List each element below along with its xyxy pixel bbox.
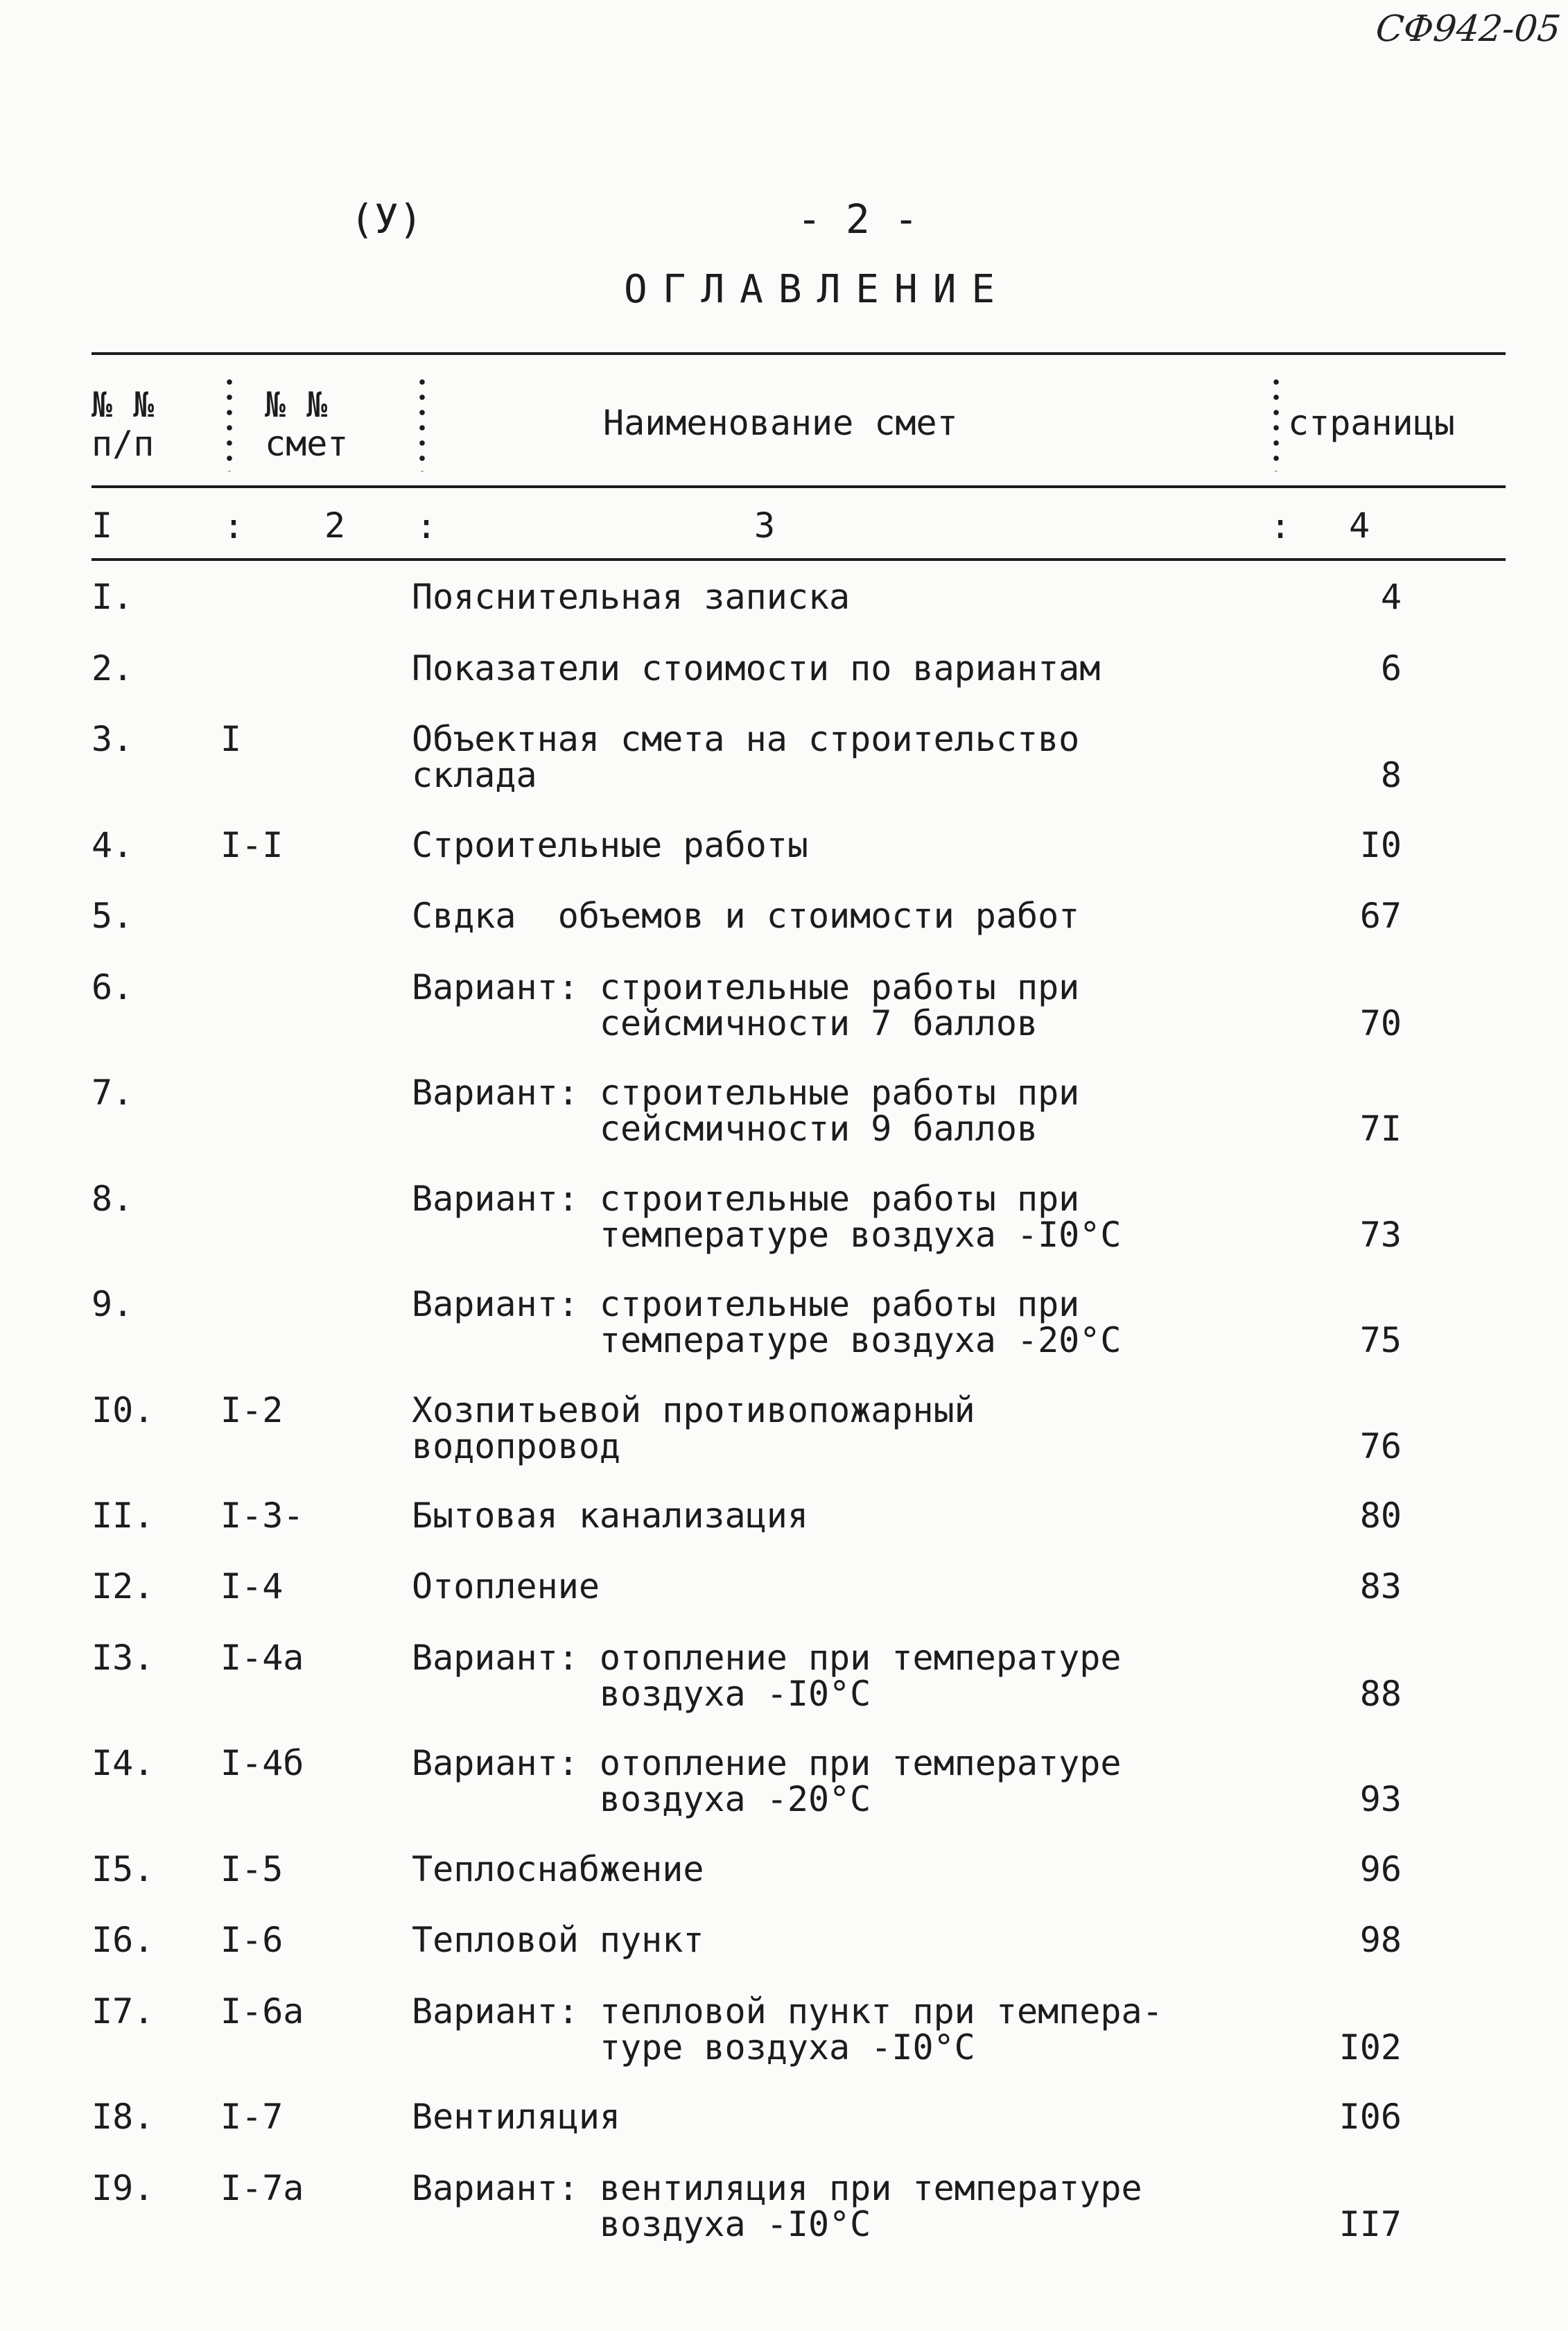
smeta-number: I-5: [220, 1849, 284, 1889]
column-number: 2: [324, 505, 346, 546]
smeta-title: Вариант: строительные работы при температуре воздуха -20°C: [412, 1284, 1122, 1360]
document-letter: (У): [350, 196, 423, 243]
row-number: 6.: [92, 967, 134, 1007]
smeta-number: I-7: [220, 2097, 284, 2137]
smeta-title: Вариант: отопление при температуре воздуха -20°C: [412, 1743, 1122, 1819]
page-ref: 7I: [1359, 1109, 1402, 1149]
smeta-title: Теплоснабжение: [412, 1849, 704, 1889]
toc-row: [0, 2170, 1568, 2274]
smeta-number: I-4б: [220, 1743, 304, 1783]
column-divider: [419, 374, 426, 471]
toc-row: [0, 1181, 1568, 1285]
toc-row: [0, 1640, 1568, 1744]
column-number: I: [92, 505, 113, 546]
row-number: II.: [92, 1496, 155, 1536]
smeta-title: Свдка объемов и стоимости работ: [412, 896, 1080, 936]
smeta-number: I-4: [220, 1566, 284, 1606]
smeta-number: I-2: [220, 1390, 284, 1430]
column-divider: [1273, 374, 1280, 471]
row-number: 2.: [92, 648, 134, 688]
toc-row: [0, 1993, 1568, 2097]
header-rule: [92, 485, 1506, 488]
smeta-title: Вариант: строительные работы при температуре воздуха -I0°C: [412, 1179, 1122, 1255]
page-ref: 67: [1359, 896, 1402, 936]
smeta-title: Вариант: вентиляция при температуре воздуха -I0°C: [412, 2168, 1142, 2244]
toc-row: [0, 1075, 1568, 1179]
row-number: 7.: [92, 1073, 134, 1113]
page-ref: 83: [1359, 1566, 1402, 1606]
column-separator: :: [416, 506, 437, 546]
smeta-number: I-6а: [220, 1991, 304, 2031]
toc-row: [0, 969, 1568, 1073]
row-number: I5.: [92, 1849, 155, 1889]
smeta-number: I-4а: [220, 1638, 304, 1678]
page-title: ОГЛАВЛЕНИЕ: [624, 267, 1011, 312]
smeta-title: Показатели стоимости по вариантам: [412, 648, 1101, 688]
smeta-title: Пояснительная записка: [412, 577, 851, 617]
page-ref: 73: [1359, 1215, 1402, 1255]
smeta-number: I-3-: [220, 1496, 304, 1536]
toc-row: [0, 1392, 1568, 1496]
toc-row: [0, 721, 1568, 825]
page-ref: 93: [1359, 1779, 1402, 1819]
smeta-number: I-I: [220, 825, 284, 865]
row-number: I6.: [92, 1920, 155, 1960]
page-ref: 80: [1359, 1496, 1402, 1536]
page-ref: I0: [1359, 825, 1402, 865]
page-ref: II7: [1339, 2204, 1402, 2244]
page-ref: 75: [1359, 1320, 1402, 1360]
page-ref: 6: [1380, 648, 1402, 688]
toc-row: [0, 1745, 1568, 1849]
row-number: I0.: [92, 1390, 155, 1430]
row-number: I4.: [92, 1743, 155, 1783]
row-number: I7.: [92, 1991, 155, 2031]
page-ref: 8: [1380, 755, 1402, 795]
page-ref: I02: [1339, 2027, 1402, 2068]
page-ref: 88: [1359, 1674, 1402, 1714]
row-number: 5.: [92, 896, 134, 936]
row-number: I9.: [92, 2168, 155, 2208]
table-top-rule: [92, 352, 1506, 355]
page-number: - 2 -: [797, 196, 918, 243]
row-number: I3.: [92, 1638, 155, 1678]
column-number: 3: [754, 505, 776, 546]
column-separator: :: [223, 506, 245, 546]
smeta-title: Вариант: строительные работы при сейсмичности 7 баллов: [412, 967, 1080, 1043]
header-col-smeta: № № смет: [265, 385, 349, 464]
page-ref: 70: [1359, 1003, 1402, 1043]
header-col-pages: страницы: [1288, 403, 1455, 443]
row-number: 3.: [92, 719, 134, 759]
smeta-title: Строительные работы: [412, 825, 808, 865]
column-numbers-rule: [92, 558, 1506, 561]
smeta-title: Вентиляция: [412, 2097, 621, 2137]
row-number: I.: [92, 577, 134, 617]
smeta-number: I-6: [220, 1920, 284, 1960]
row-number: 4.: [92, 825, 134, 865]
page-ref: 98: [1359, 1920, 1402, 1960]
page-ref: 76: [1359, 1426, 1402, 1466]
column-divider: [226, 374, 233, 471]
smeta-title: Хозпитьевой противопожарный водопровод: [412, 1390, 975, 1466]
row-number: I8.: [92, 2097, 155, 2137]
page-ref: 96: [1359, 1849, 1402, 1889]
smeta-title: Вариант: тепловой пункт при темпера- туре воздуха -I0°C: [412, 1991, 1163, 2068]
column-number: 4: [1349, 505, 1370, 546]
smeta-title: Отопление: [412, 1566, 600, 1606]
header-col-title: Наименование смет: [603, 403, 958, 443]
smeta-number: I: [220, 719, 242, 759]
toc-row: [0, 1286, 1568, 1390]
smeta-title: Вариант: строительные работы при сейсмичности 9 баллов: [412, 1073, 1080, 1149]
page-ref: I06: [1339, 2097, 1402, 2137]
smeta-title: Вариант: отопление при температуре воздуха -I0°C: [412, 1638, 1122, 1714]
smeta-title: Объектная смета на строительство склада: [412, 719, 1080, 795]
row-number: 9.: [92, 1284, 134, 1324]
row-number: 8.: [92, 1179, 134, 1219]
header-col-number: № № п/п: [92, 385, 155, 464]
column-separator: :: [1270, 506, 1291, 546]
page-ref: 4: [1380, 577, 1402, 617]
archive-stamp: СФ942-05: [1373, 8, 1563, 50]
smeta-title: Тепловой пункт: [412, 1920, 704, 1960]
smeta-title: Бытовая канализация: [412, 1496, 808, 1536]
row-number: I2.: [92, 1566, 155, 1606]
smeta-number: I-7а: [220, 2168, 304, 2208]
